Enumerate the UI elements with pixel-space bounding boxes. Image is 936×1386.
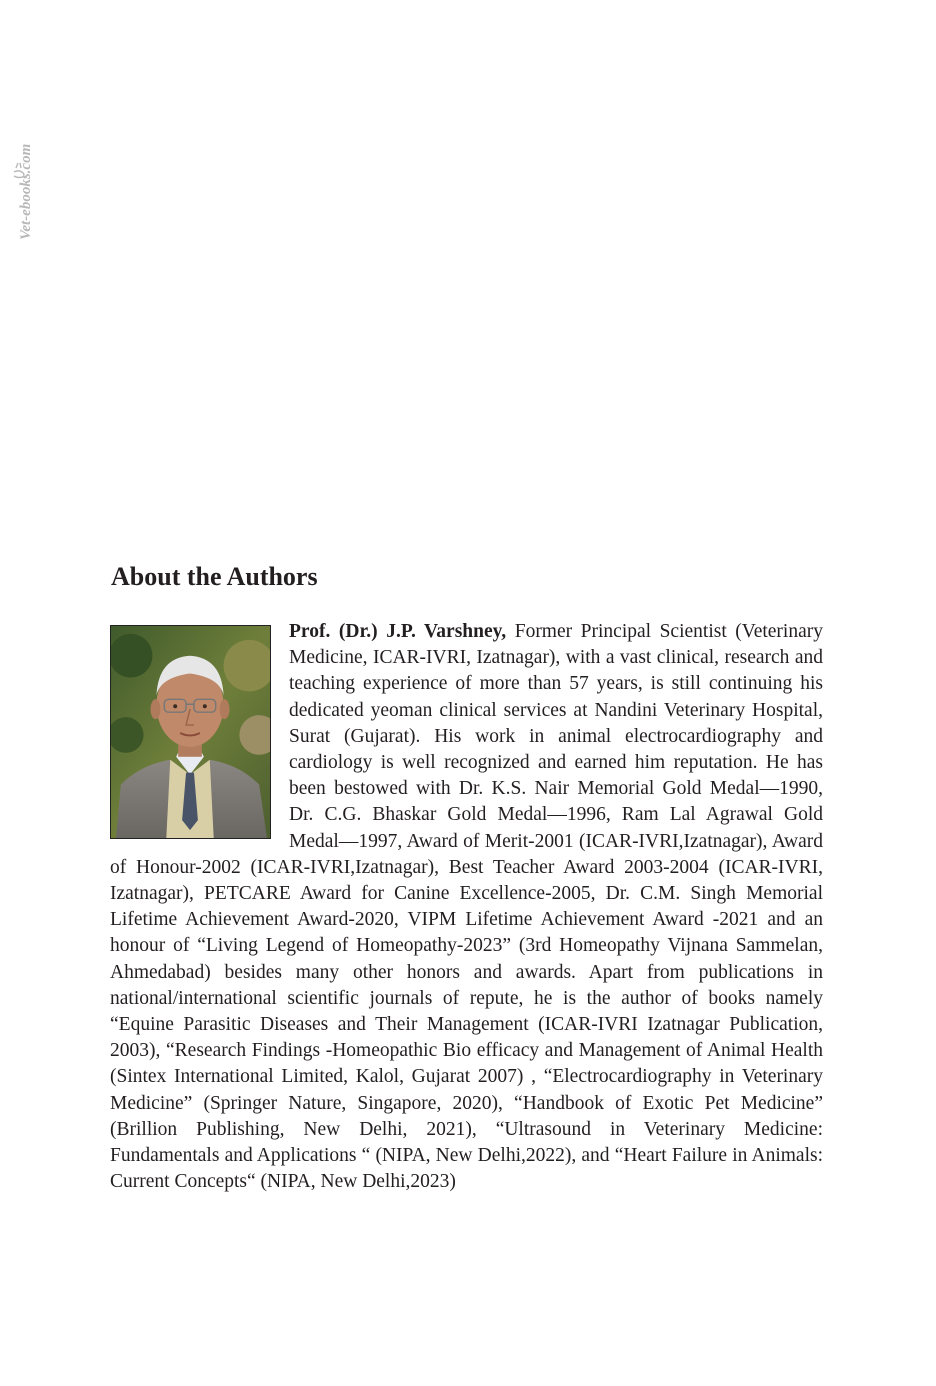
watermark-text: Vet-ebooks.com xyxy=(18,143,34,240)
portrait-graphic xyxy=(111,626,270,838)
watermark-graphic xyxy=(4,128,44,246)
section-title: About the Authors xyxy=(111,562,318,591)
author-bio-text: Former Principal Scientist (Veterinary Medicine, ICAR-IVRI, Izatnagar), with a vast clinical, research and teaching experience of more than 57 years, is still continuing his dedicated yeoman clinical services at Nandini Veterinary Hospital, Surat (Gujarat). His work in animal electrocardiography and cardiology is well recognized and earned him reputation. He has been bestowed with Dr. K.S. Nair Memorial Gold Medal—1990, Dr. C.G. Bhaskar Gold Medal—1996, Ram Lal Agrawal Gold Medal—1997, Award of Merit-2001 (ICAR-IVRI,Izatnagar), Award of Honour-2002 (ICAR-IVRI,Izatnagar), Best Teacher Award 2003-2004 (ICAR-IVRI, Izatnagar), PETCARE Award for Canine Excellence-2005, Dr. C.M. Singh Memorial Lifetime Achievement Award-2020, VIPM Lifetime Achievement Award -2021 and an honour of “Living Legend of Homeopathy-2023” (3rd Homeopathy Vijnana Sammelan, Ahmedabad) besides many other honors and awards. Apart from publications in national/international scientific journals of repute, he is the author of books namely “Equine Parasitic Diseases and Their Management (ICAR-IVRI Izatnagar Publication, 2003), “Research Findings -Homeopathic Bio efficacy and Management of Animal Health (Sintex International Limited, Kalol, Gujarat 2007) , “Electrocardiography in Veterinary Medicine” (Springer Nature, Singapore, 2020), “Handbook of Exotic Pet Medicine” (Brillion Publishing, New Delhi, 2021), “Ultrasound in Veterinary Medicine: Fundamentals and Applications “ (NIPA, New Delhi,2022), and “Heart Failure in Animals: Current Concepts“ (NIPA, New Delhi,2023) xyxy=(110,621,823,1193)
author-bio xyxy=(110,619,823,1195)
author-portrait xyxy=(110,625,271,839)
author-name: Prof. (Dr.) J.P. Varshney, xyxy=(289,621,507,642)
watermark xyxy=(4,128,44,246)
